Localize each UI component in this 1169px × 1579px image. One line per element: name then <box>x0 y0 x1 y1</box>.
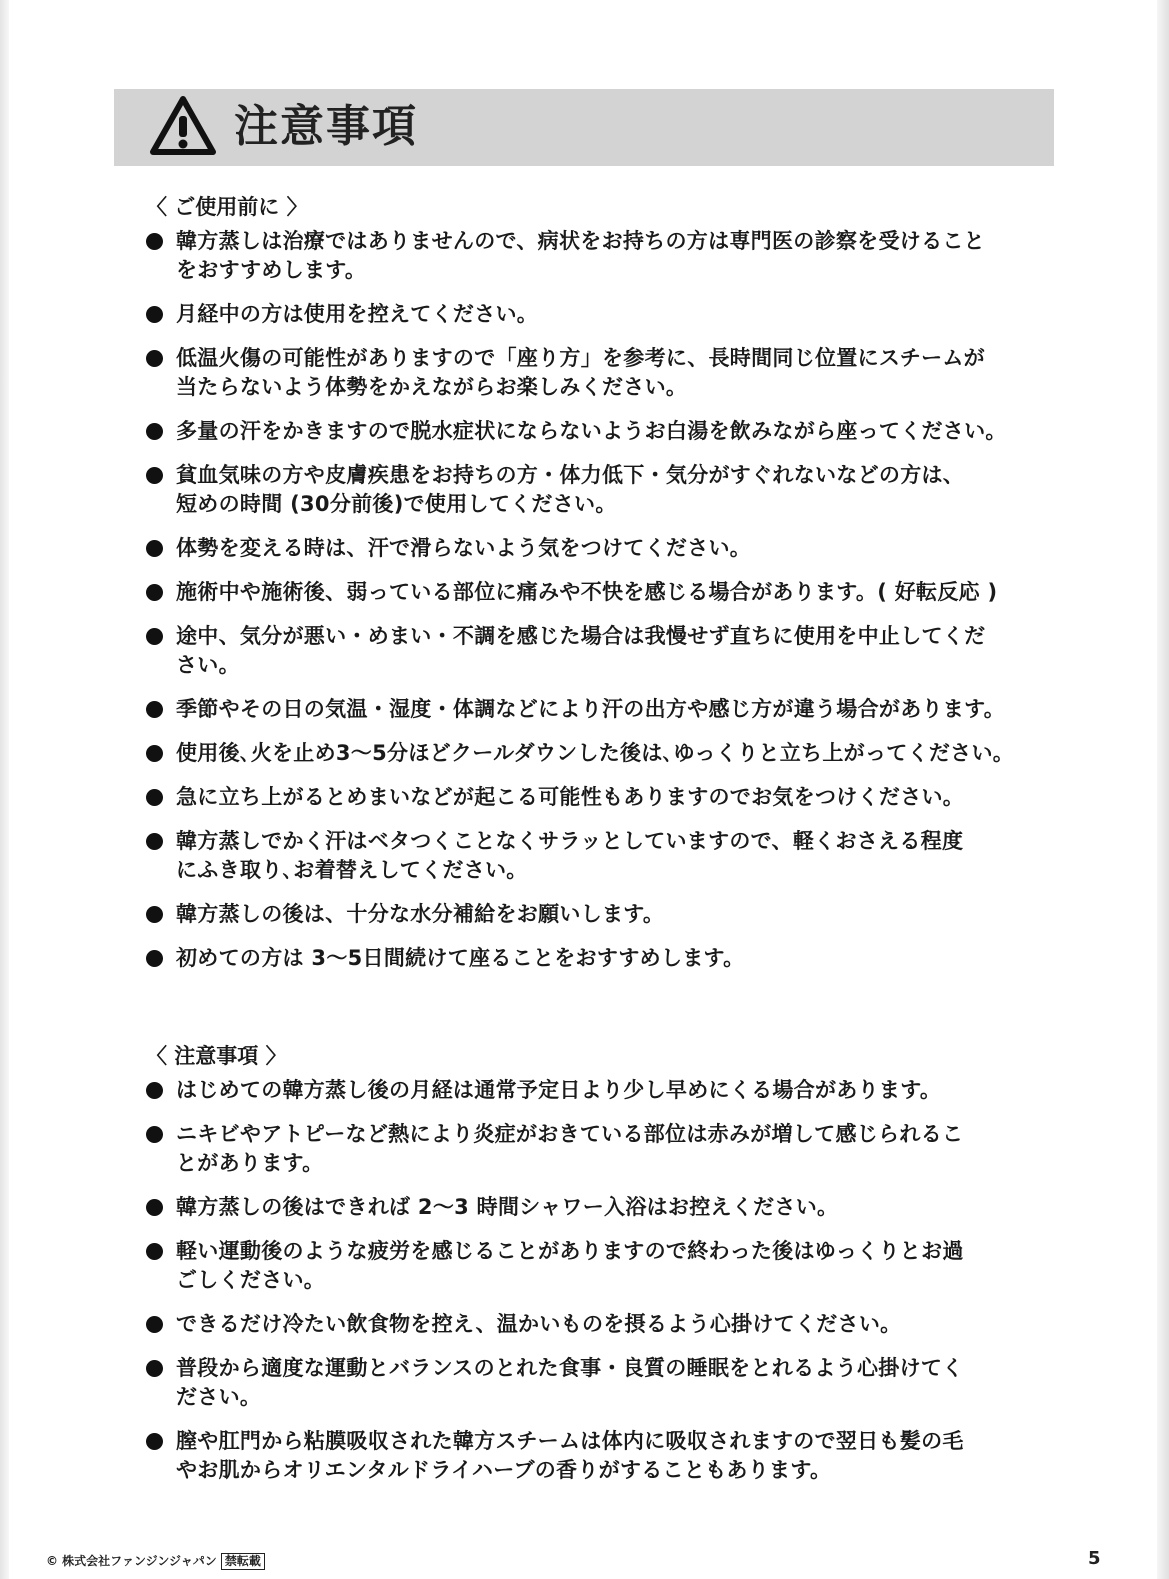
copyright-text: © 株式会社ファンジンジャパン <box>46 1554 217 1568</box>
bullet-icon <box>146 306 163 323</box>
list-item-line: 韓方蒸しは治療ではありませんので、病状をお持ちの方は専門医の診察を受けること <box>176 229 985 253</box>
list-item <box>146 1193 1036 1222</box>
bullet-icon <box>146 350 163 367</box>
list-item-line: 途中、気分が悪い・めまい・不調を感じた場合は我慢せず直ちに使用を中止してくだ <box>176 624 986 648</box>
list-item <box>146 1120 1036 1178</box>
list-item-line: 使用後､火を止め3～5分ほどクールダウンした後は､ゆっくりと立ち上がってください。 <box>176 741 1015 765</box>
section-before-use <box>146 191 1036 988</box>
list-item-line: ニキビやアトピーなど熱により炎症がおきている部位は赤みが増して感じられるこ <box>176 1122 964 1146</box>
section-heading: 〈 注意事項 〉 <box>146 1044 287 1068</box>
list-item <box>146 1310 1036 1339</box>
title-bar <box>114 89 1054 166</box>
bullet-icon <box>146 789 163 806</box>
bullet-icon <box>146 1360 163 1377</box>
no-reprint-badge: 禁転載 <box>221 1553 265 1570</box>
list-item-line: 施術中や施術後、弱っている部位に痛みや不快を感じる場合があります。( 好転反応 ) <box>176 580 998 604</box>
list-item-line: さい。 <box>176 653 240 677</box>
list-item <box>146 534 1036 563</box>
list-item <box>146 461 1036 519</box>
list-item <box>146 1237 1036 1295</box>
list-item-line: 低温火傷の可能性がありますので「座り方」を参考に、長時間同じ位置にスチームが <box>176 346 985 370</box>
bullet-icon <box>146 1126 163 1143</box>
list-item-line: 普段から適度な運動とバランスのとれた食事・良質の睡眠をとれるよう心掛けてく <box>176 1356 964 1380</box>
bullet-icon <box>146 233 163 250</box>
item-list <box>146 227 1036 973</box>
section-heading: 〈 ご使用前に 〉 <box>146 195 308 219</box>
list-item-line: 韓方蒸しでかく汗はベタつくことなくサラッとしていますので、軽くおさえる程度 <box>176 829 964 853</box>
list-item-line: をおすすめします。 <box>176 258 367 282</box>
list-item <box>146 300 1036 329</box>
bullet-icon <box>146 906 163 923</box>
list-item-line: 韓方蒸しの後は、十分な水分補給をお願いします。 <box>176 902 665 926</box>
warning-triangle-icon <box>148 94 218 158</box>
list-item <box>146 1427 1036 1485</box>
bullet-icon <box>146 628 163 645</box>
list-item <box>146 227 1036 285</box>
list-item-line: 短めの時間 (30分前後)で使用してください。 <box>176 492 617 516</box>
bullet-icon <box>146 1316 163 1333</box>
list-item-line: にふき取り､お着替えしてください。 <box>176 858 528 882</box>
list-item-line: 季節やその日の気温・湿度・体調などにより汗の出方や感じ方が違う場合があります。 <box>176 697 1006 721</box>
list-item-line: はじめての韓方蒸し後の月経は通常予定日より少し早めにくる場合があります。 <box>176 1078 942 1102</box>
list-item-line: 膣や肛門から粘膜吸収された韓方スチームは体内に吸収されますので翌日も髪の毛 <box>176 1429 964 1453</box>
list-item <box>146 695 1036 724</box>
bullet-icon <box>146 950 163 967</box>
list-item <box>146 944 1036 973</box>
page-title: 注意事項 <box>234 101 418 152</box>
list-item-line: 軽い運動後のような疲労を感じることがありますので終わった後はゆっくりとお過 <box>176 1239 964 1263</box>
bullet-icon <box>146 467 163 484</box>
list-item <box>146 622 1036 680</box>
list-item-line: 当たらないよう体勢をかえながらお楽しみください。 <box>176 375 688 399</box>
bullet-icon <box>146 701 163 718</box>
list-item-line: 韓方蒸しの後はできれば 2～3 時間シャワー入浴はお控えください。 <box>176 1195 839 1219</box>
list-item <box>146 344 1036 402</box>
bullet-icon <box>146 1243 163 1260</box>
bullet-icon <box>146 423 163 440</box>
list-item-line: 多量の汗をかきますので脱水症状にならないようお白湯を飲みながら座ってください。 <box>176 419 1007 443</box>
bullet-icon <box>146 1433 163 1450</box>
list-item <box>146 739 1036 768</box>
page-number: 5 <box>1088 1548 1101 1569</box>
list-item-line: できるだけ冷たい飲食物を控え、温かいものを摂るよう心掛けてください。 <box>176 1312 902 1336</box>
page-edge-right <box>1157 0 1169 1579</box>
bullet-icon <box>146 584 163 601</box>
list-item-line: 急に立ち上がるとめまいなどが起こる可能性もありますのでお気をつけください。 <box>176 785 965 809</box>
list-item-line: ださい。 <box>176 1385 262 1409</box>
list-item <box>146 827 1036 885</box>
bullet-icon <box>146 540 163 557</box>
list-item-line: ごしください。 <box>176 1268 326 1292</box>
bullet-icon <box>146 1082 163 1099</box>
section-notes <box>146 1040 1036 1500</box>
list-item <box>146 1354 1036 1412</box>
item-list <box>146 1076 1036 1485</box>
list-item-line: やお肌からオリエンタルドライハーブの香りがすることもあります。 <box>176 1458 832 1482</box>
list-item <box>146 900 1036 929</box>
list-item <box>146 1076 1036 1105</box>
list-item-line: 月経中の方は使用を控えてください。 <box>176 302 539 326</box>
footer-copyright <box>46 1552 265 1570</box>
list-item-line: 体勢を変える時は、汗で滑らないよう気をつけてください。 <box>176 536 752 560</box>
list-item <box>146 783 1036 812</box>
list-item-line: 貧血気味の方や皮膚疾患をお持ちの方・体力低下・気分がすぐれないなどの方は、 <box>176 463 965 487</box>
bullet-icon <box>146 745 163 762</box>
page-edge-left <box>0 0 9 1579</box>
list-item-line: とがあります。 <box>176 1151 324 1175</box>
list-item <box>146 578 1036 607</box>
list-item <box>146 417 1036 446</box>
list-item-line: 初めての方は 3～5日間続けて座ることをおすすめします。 <box>176 946 745 970</box>
bullet-icon <box>146 1199 163 1216</box>
bullet-icon <box>146 833 163 850</box>
